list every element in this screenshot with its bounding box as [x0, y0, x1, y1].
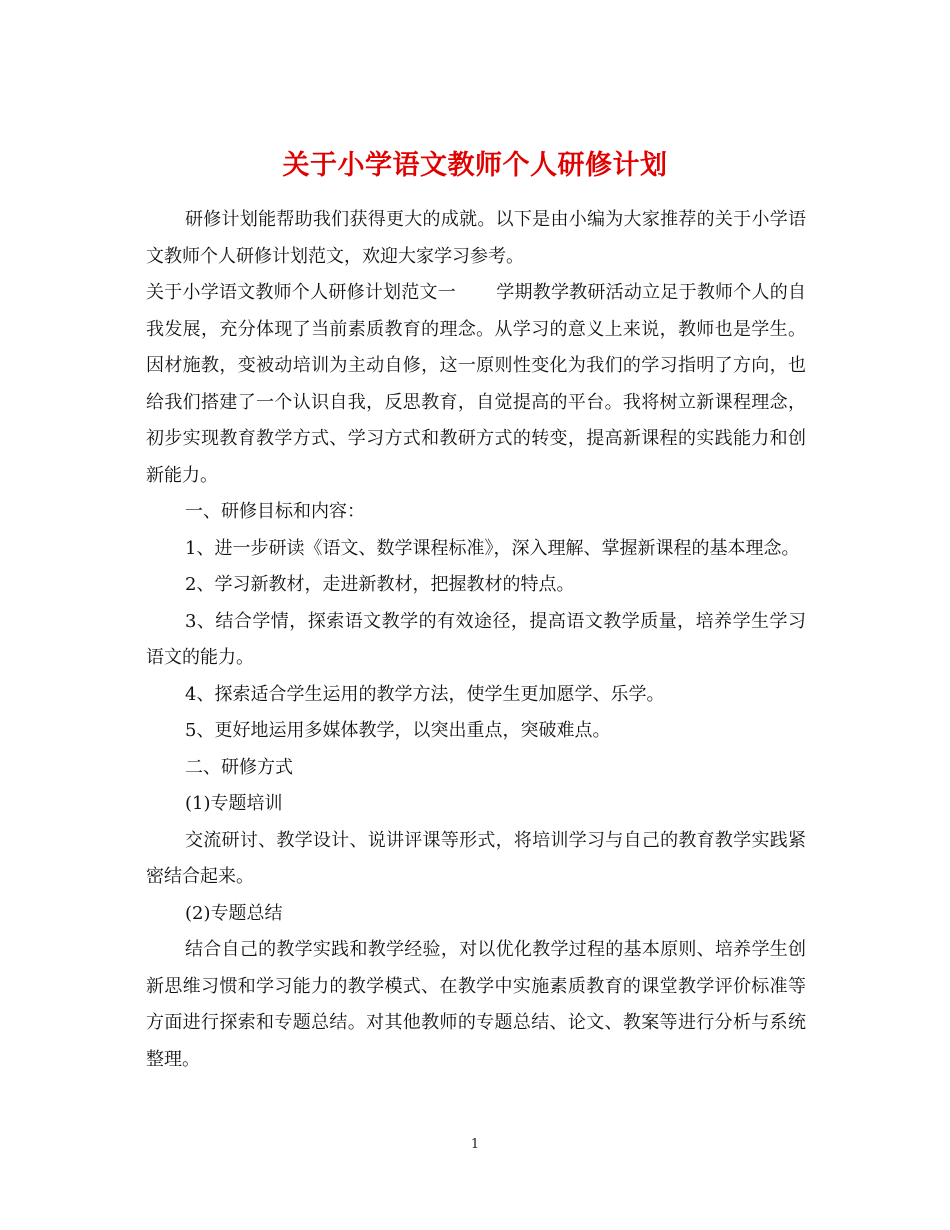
method-paragraph-2: 结合自己的教学实践和教学经验，对以优化教学过程的基本原则、培养学生创新思维习惯和学习能力的教学模式、在教学中实施素质教育的课堂教学评价标准等方面进行探索和专题总结。对其他教师的专题总结、论文、教案等进行分析与系统整理。	[146, 939, 806, 1070]
method-subheading-2: (2)专题总结	[185, 902, 283, 924]
goal-item-5: 5、更好地运用多媒体教学，以突出重点，突破难点。	[185, 720, 611, 741]
section-lead-paragraph	[146, 275, 806, 494]
section-lead-text: 学期教学教研活动立足于教师个人的自我发展，充分体现了当前素质教育的理念。从学习的意义上来说，教师也是学生。因材施教，变被动培训为主动自修，这一原则性变化为我们的学习指明了方向，也给我们搭建了一个认识自我，反思教育，自觉提高的平台。我将树立新课程理念，初步实现教育教学方式、学习方式和教研方式的转变，提高新课程的实践能力和创新能力。	[146, 282, 806, 486]
heading-goals: 一、研修目标和内容：	[185, 501, 365, 522]
method-subheading-1: (1)专题培训	[185, 793, 283, 814]
method-paragraph-1: 交流研讨、教学设计、说讲评课等形式，将培训学习与自己的教育教学实践紧密结合起来。	[146, 829, 806, 887]
goal-item-4: 4、探索适合学生运用的教学方法，使学生更加愿学、乐学。	[185, 683, 665, 705]
section-lead-title: 关于小学语文教师个人研修计划范文一	[146, 282, 456, 303]
document-body	[146, 202, 806, 1078]
page-number: 1	[470, 1137, 480, 1152]
goal-item-3: 3、结合学情，探索语文教学的有效途径，提高语文教学质量，培养学生学习语文的能力。	[146, 610, 806, 668]
document-title: 关于小学语文教师个人研修计划	[282, 150, 668, 182]
intro-paragraph: 研修计划能帮助我们获得更大的成就。以下是由小编为大家推荐的关于小学语文教师个人研修计划范文，欢迎大家学习参考。	[146, 209, 806, 267]
goal-item-2: 2、学习新教材，走进新教材，把握教材的特点。	[185, 574, 575, 595]
goal-item-1: 1、进一步研读《语文、数学课程标准》，深入理解、掌握新课程的基本理念。	[185, 537, 800, 559]
heading-methods: 二、研修方式	[185, 756, 293, 778]
